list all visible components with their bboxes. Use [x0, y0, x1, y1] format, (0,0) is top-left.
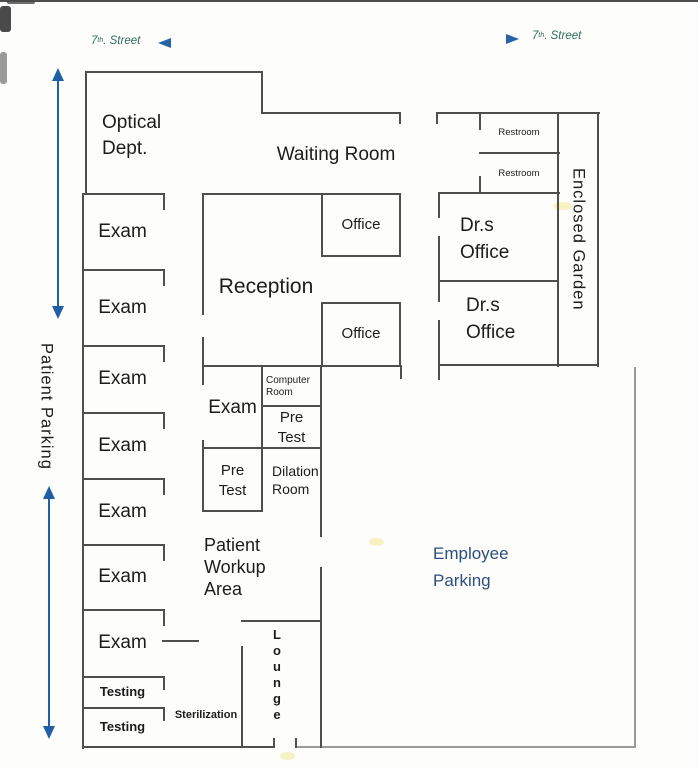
street-label-left — [91, 33, 161, 49]
lounge-letter: L — [273, 627, 281, 642]
room-exam-1: Exam — [98, 221, 147, 243]
wall-segment — [85, 71, 263, 73]
room-testing-1: Testing — [99, 683, 146, 699]
room-label: Computer Room — [266, 374, 310, 398]
room-label: Dr.s Office — [460, 215, 510, 263]
wall-segment — [436, 112, 600, 114]
wall-segment — [163, 269, 165, 286]
wall-segment — [163, 345, 165, 362]
arrow-up-icon — [52, 68, 64, 81]
room-waiting-room: Waiting Room — [276, 144, 396, 166]
wall-segment — [162, 640, 199, 642]
scan-edge-artifact — [0, 0, 698, 2]
room-restroom-2: Restroom — [498, 168, 540, 180]
wall-segment — [557, 112, 559, 367]
room-exam-4: Exam — [98, 434, 147, 456]
street-name: . Street — [103, 34, 141, 47]
street-arrow-left-icon — [158, 38, 171, 48]
wall-segment — [82, 707, 163, 709]
room-office-bottom: Office — [341, 325, 381, 343]
room-pre-test-lower — [204, 452, 261, 510]
room-label: Dr.s Office — [466, 295, 516, 343]
room-computer-room — [266, 373, 321, 401]
wall-segment — [261, 365, 263, 512]
wall-segment — [241, 646, 243, 748]
wall-segment — [320, 567, 322, 748]
wall-segment — [82, 609, 163, 611]
wall-segment — [438, 192, 560, 194]
room-drs-office-1 — [460, 212, 560, 266]
room-label: Patient Workup Area — [204, 535, 266, 599]
room-label: Dilation Room — [272, 462, 319, 497]
lounge-letter: e — [273, 707, 281, 722]
patient-parking-label: Patient Parking — [37, 342, 56, 470]
room-dilation-room — [272, 461, 322, 499]
wall-segment — [163, 544, 165, 561]
wall-segment — [438, 364, 599, 366]
street-arrow-right-icon — [506, 34, 519, 44]
wall-segment — [479, 152, 560, 154]
street-number: 7 — [532, 29, 539, 42]
wall-segment — [202, 440, 204, 512]
wall-segment — [163, 676, 165, 690]
highlighter-mark — [369, 538, 384, 546]
wall-segment — [202, 510, 263, 512]
room-exam-6: Exam — [98, 566, 147, 588]
street-name: . Street — [544, 29, 582, 42]
room-optical-dept — [102, 110, 197, 162]
wall-segment — [163, 193, 165, 210]
room-drs-office-2 — [466, 292, 566, 346]
wall-segment — [163, 412, 165, 429]
room-enclosed-garden: Enclosed Garden — [569, 167, 588, 311]
lounge-letter: u — [273, 659, 281, 674]
wall-segment — [321, 302, 323, 366]
room-label: Pre Test — [277, 409, 306, 446]
room-reception: Reception — [218, 274, 314, 298]
wall-segment — [82, 345, 163, 347]
scan-smudge — [7, 0, 35, 4]
wall-segment — [321, 302, 401, 304]
wall-segment — [82, 478, 163, 480]
wall-segment — [438, 280, 559, 282]
wall-segment — [261, 112, 401, 114]
wall-segment — [163, 478, 165, 495]
wall-segment — [82, 412, 163, 414]
area-employee-parking — [433, 540, 543, 594]
arrow-up-icon — [43, 486, 55, 499]
wall-segment — [400, 365, 402, 379]
wall-segment — [634, 367, 636, 747]
wall-segment — [202, 447, 322, 449]
wall-segment — [597, 112, 599, 367]
wall-segment — [202, 193, 400, 195]
room-sterilization: Sterilization — [174, 709, 238, 722]
wall-segment — [479, 112, 481, 130]
patient-parking-arrow-lower — [48, 498, 50, 728]
room-testing-2: Testing — [99, 718, 146, 734]
arrow-down-icon — [43, 726, 55, 739]
wall-segment — [320, 365, 322, 537]
area-patient-workup — [204, 534, 294, 600]
wall-segment — [273, 738, 275, 748]
highlighter-mark — [280, 752, 295, 760]
wall-segment — [82, 269, 163, 271]
room-label: Optical Dept. — [102, 112, 162, 159]
wall-segment — [202, 365, 402, 367]
room-label: Employee Parking — [433, 544, 509, 590]
wall-segment — [296, 746, 636, 748]
lounge-letter: g — [273, 691, 281, 706]
wall-segment — [82, 193, 163, 195]
room-restroom-1: Restroom — [498, 127, 540, 139]
wall-segment — [438, 366, 440, 380]
wall-segment — [321, 255, 401, 257]
wall-segment — [261, 71, 263, 114]
scan-smudge — [0, 6, 11, 32]
street-number: 7 — [91, 34, 98, 47]
room-lounge — [263, 626, 291, 724]
room-office-top: Office — [341, 216, 381, 234]
wall-segment — [399, 193, 401, 257]
patient-parking-arrow-upper — [57, 80, 59, 308]
wall-segment — [82, 193, 84, 749]
wall-segment — [438, 192, 440, 218]
room-label: Pre Test — [218, 462, 247, 499]
room-exam-5: Exam — [98, 500, 147, 522]
wall-segment — [399, 302, 401, 366]
arrow-down-icon — [52, 306, 64, 319]
street-ordinal: th — [538, 31, 545, 39]
lounge-letter: o — [273, 643, 281, 658]
wall-segment — [399, 112, 401, 124]
wall-segment — [261, 405, 322, 407]
wall-segment — [202, 193, 204, 315]
room-exam-2: Exam — [98, 296, 147, 318]
wall-segment — [82, 544, 163, 546]
wall-segment — [202, 337, 204, 385]
wall-segment — [163, 609, 165, 626]
room-exam-3: Exam — [98, 368, 147, 390]
wall-segment — [163, 707, 165, 721]
wall-segment — [438, 320, 440, 366]
wall-segment — [241, 620, 322, 622]
wall-segment — [82, 676, 163, 678]
wall-segment — [82, 746, 274, 748]
street-ordinal: th — [97, 36, 104, 44]
wall-segment — [295, 738, 297, 748]
room-pre-test-upper — [263, 408, 320, 448]
scan-smudge — [0, 52, 7, 84]
room-exam-7: Exam — [98, 632, 147, 654]
wall-segment — [438, 236, 440, 282]
street-label-right — [532, 28, 602, 44]
wall-segment — [321, 195, 323, 257]
wall-segment — [85, 71, 87, 195]
room-exam-middle: Exam — [208, 397, 257, 419]
wall-segment — [438, 280, 440, 302]
lounge-letter: n — [273, 675, 281, 690]
